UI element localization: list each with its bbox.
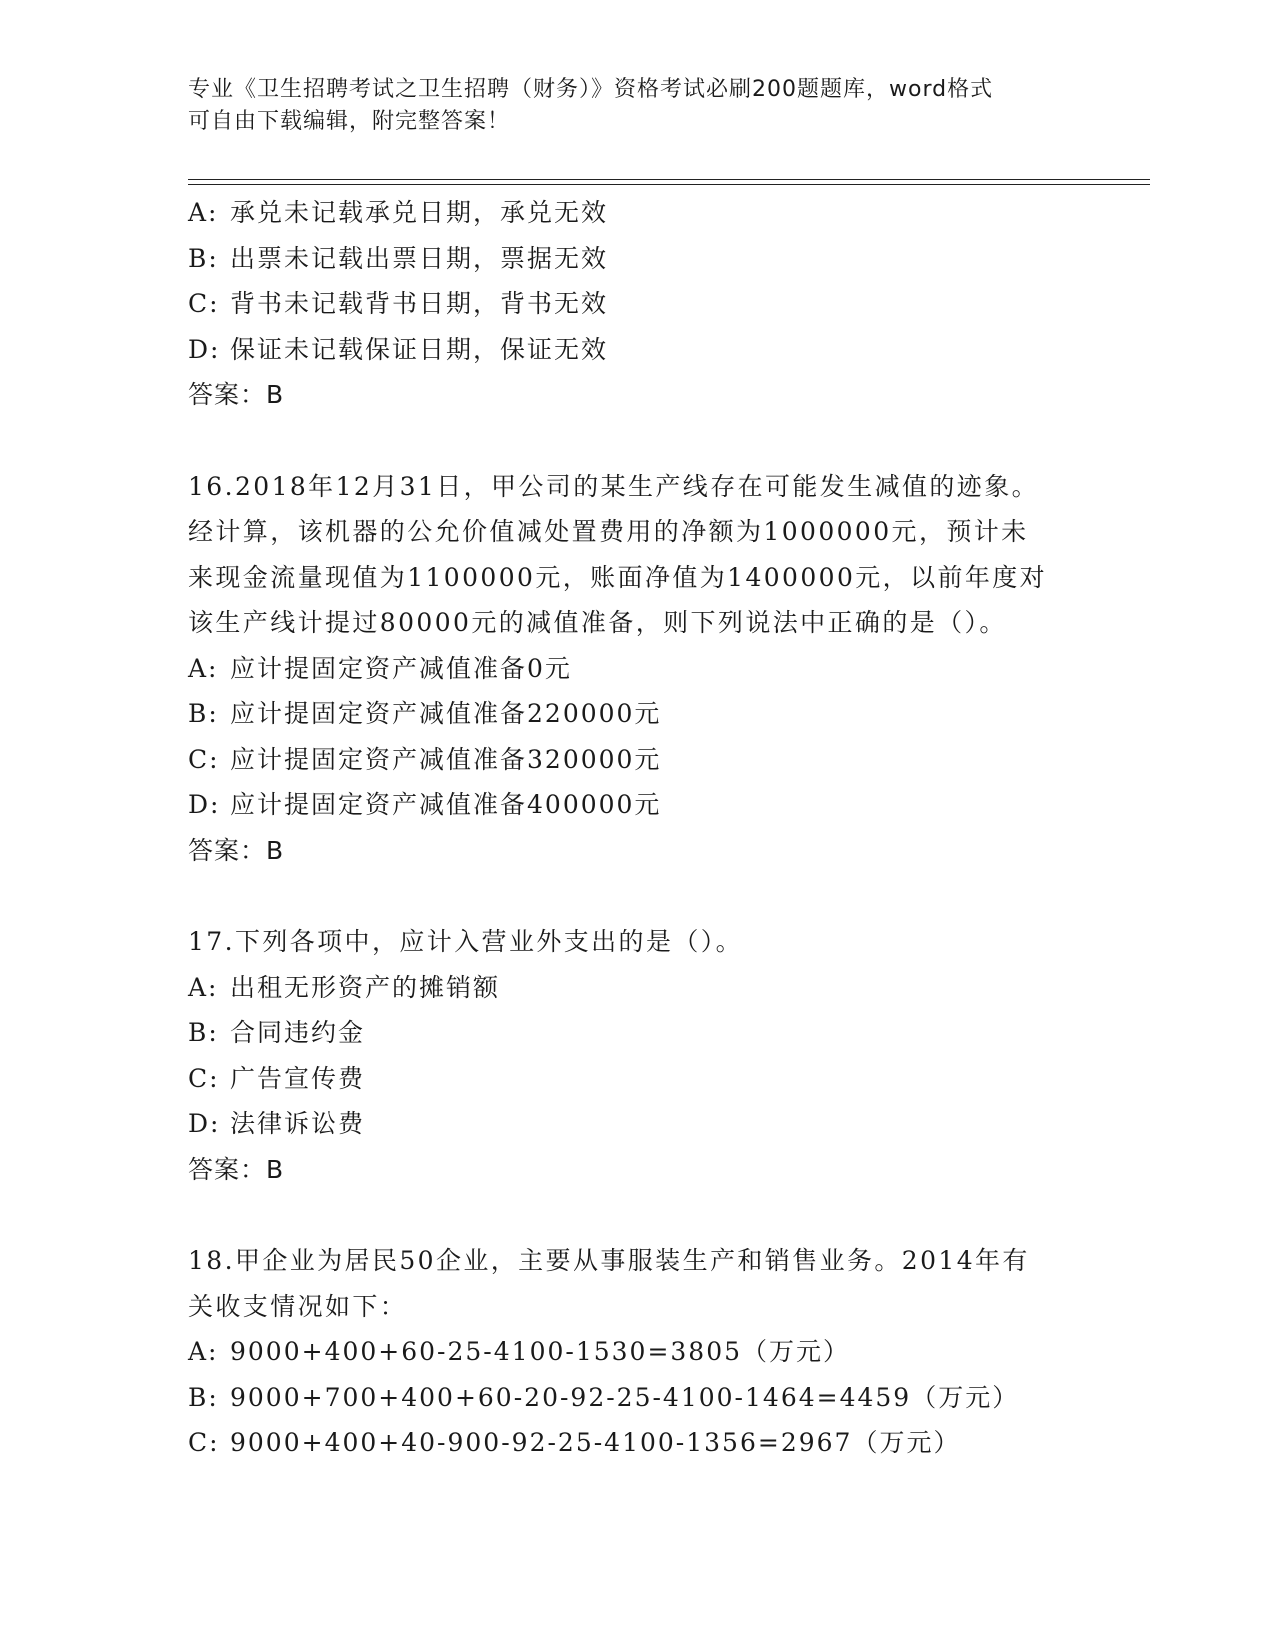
option-label: D: — [188, 790, 221, 819]
option-text: 9000+400+60-25-4100-1530=3805（万元） — [230, 1337, 851, 1366]
stem-line: 18.甲企业为居民50企业，主要从事服装生产和销售业务。2014年有 — [188, 1246, 1030, 1275]
spacer — [188, 873, 1088, 919]
question-stem — [188, 464, 1088, 646]
answer: 答案：B — [188, 1154, 285, 1184]
option-text: 出票未记载出票日期，票据无效 — [230, 243, 609, 273]
option-text: 法律诉讼费 — [230, 1109, 366, 1138]
question-stem — [188, 919, 1088, 965]
option-label: B: — [188, 243, 219, 273]
option-d — [188, 782, 1088, 828]
option-label: D: — [188, 1109, 221, 1138]
option-d — [188, 327, 1088, 373]
option-a — [188, 190, 1088, 236]
option-label: B: — [188, 1382, 219, 1412]
option-label: B: — [188, 699, 219, 728]
stem-line: 17.下列各项中，应计入营业外支出的是（）。 — [188, 927, 744, 956]
option-text: 应计提固定资产减值准备0元 — [230, 653, 572, 683]
option-b — [188, 1010, 1088, 1056]
option-label: A: — [188, 653, 219, 683]
option-label: B: — [188, 1018, 219, 1047]
option-text: 背书未记载背书日期，背书无效 — [230, 289, 609, 318]
option-label: A: — [188, 972, 219, 1002]
option-text: 应计提固定资产减值准备400000元 — [230, 790, 662, 819]
option-label: C: — [188, 1428, 220, 1457]
question-18 — [188, 1238, 1088, 1466]
header-line-2: 可自由下载编辑，附完整答案！ — [188, 109, 511, 134]
header-rule-top — [188, 179, 1150, 180]
answer: 答案：B — [188, 380, 285, 409]
question-16 — [188, 464, 1088, 874]
spacer — [188, 418, 1088, 464]
stem-line: 来现金流量现值为1100000元，账面净值为1400000元，以前年度对 — [188, 562, 1048, 592]
question-stem — [188, 1238, 1088, 1329]
option-b — [188, 236, 1088, 282]
option-c — [188, 281, 1088, 327]
header-line-1: 专业《卫生招聘考试之卫生招聘（财务）》资格考试必刷200题题库，word格式 — [188, 77, 994, 102]
option-a — [188, 646, 1088, 692]
option-text: 保证未记载保证日期，保证无效 — [230, 334, 609, 364]
question-15 — [188, 190, 1088, 418]
option-c — [188, 1420, 1088, 1466]
option-label: D: — [188, 334, 221, 364]
option-text: 9000+700+400+60-20-92-25-4100-1464=4459（万元） — [230, 1382, 1020, 1412]
spacer — [188, 1192, 1088, 1238]
option-text: 应计提固定资产减值准备220000元 — [230, 699, 662, 728]
question-17 — [188, 919, 1088, 1192]
stem-line: 16.2018年12月31日，甲公司的某生产线存在可能发生减值的迹象。 — [188, 471, 1040, 501]
option-text: 应计提固定资产减值准备320000元 — [230, 744, 662, 774]
option-a — [188, 965, 1088, 1011]
option-label: A: — [188, 198, 219, 227]
header-rule-bottom — [188, 184, 1150, 185]
document-body — [188, 190, 1088, 1466]
option-b — [188, 1375, 1088, 1421]
option-label: A: — [188, 1337, 219, 1366]
stem-line: 经计算，该机器的公允价值减处置费用的净额为1000000元，预计未 — [188, 517, 1029, 546]
option-text: 承兑未记载承兑日期，承兑无效 — [230, 198, 609, 227]
document-header — [188, 74, 1068, 138]
option-c — [188, 737, 1088, 783]
option-label: C: — [188, 289, 220, 318]
stem-line: 关收支情况如下： — [188, 1291, 408, 1321]
stem-line: 该生产线计提过80000元的减值准备，则下列说法中正确的是（）。 — [188, 608, 1007, 637]
option-text: 9000+400+40-900-92-25-4100-1356=2967（万元） — [230, 1428, 961, 1457]
option-text: 出租无形资产的摊销额 — [230, 972, 501, 1002]
answer: 答案：B — [188, 835, 285, 865]
option-label: C: — [188, 744, 220, 774]
option-c — [188, 1056, 1088, 1102]
option-a — [188, 1329, 1088, 1375]
option-label: C: — [188, 1063, 220, 1093]
option-text: 广告宣传费 — [230, 1063, 366, 1093]
option-b — [188, 691, 1088, 737]
option-text: 合同违约金 — [230, 1018, 366, 1047]
option-d — [188, 1101, 1088, 1147]
